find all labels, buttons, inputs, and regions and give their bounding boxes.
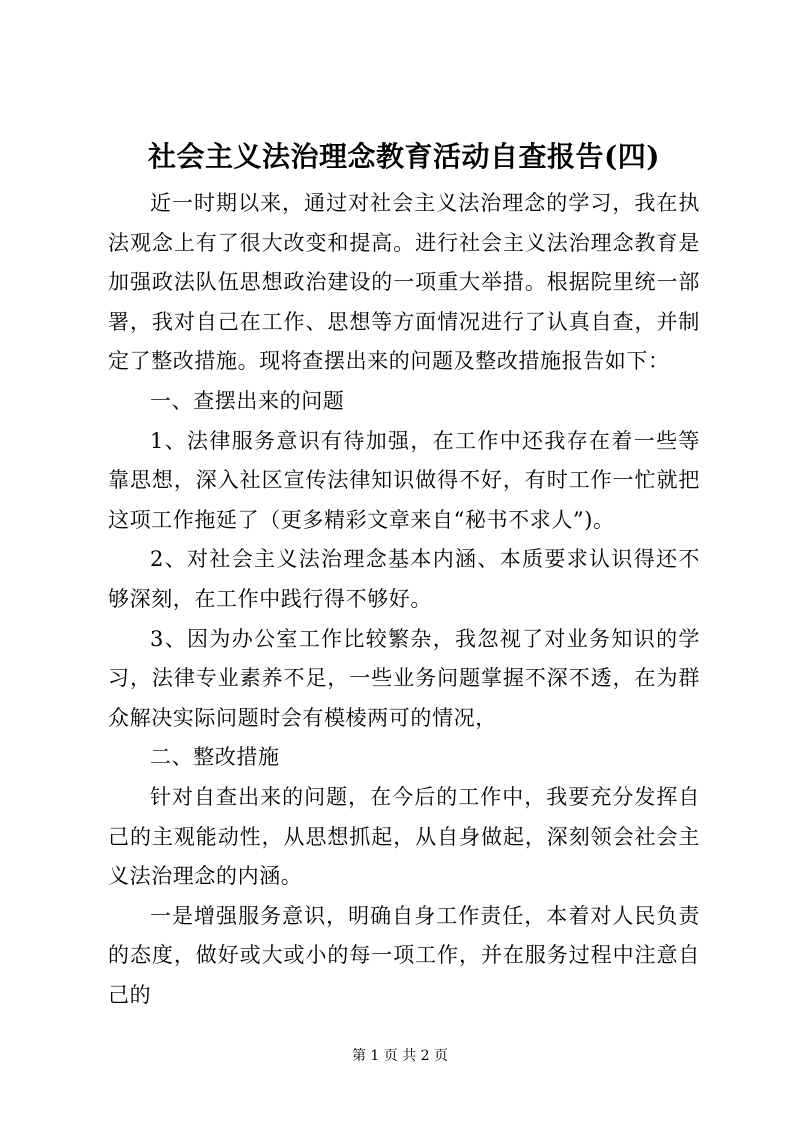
paragraph-measures-intro: 针对自查出来的问题，在今后的工作中，我要充分发挥自己的主观能动性，从思想抓起，从自身做起，深刻领会社会主义法治理念的内涵。	[108, 784, 700, 889]
paragraph-problem-1: 1、法律服务意识有待加强，在工作中还我存在着一些等靠思想，深入社区宣传法律知识做得不好，有时工作一忙就把这项工作拖延了（更多精彩文章来自“秘书不求人”)。	[108, 428, 700, 532]
section-heading-measures: 二、整改措施	[150, 745, 280, 770]
document-body	[108, 184, 700, 1015]
page-footer: 第 1 页 共 2 页	[351, 1048, 449, 1064]
paragraph-problem-2: 2、对社会主义法治理念基本内涵、本质要求认识得还不够深刻，在工作中践行得不够好。	[108, 547, 700, 611]
paragraph-problem-3: 3、因为办公室工作比较繁杂，我忽视了对业务知识的学习，法律专业素养不足，一些业务问题掌握不深不透，在为群众解决实际问题时会有模棱两可的情况，	[108, 626, 700, 730]
section-heading-problems: 一、查摆出来的问题	[150, 388, 345, 413]
paragraph-measure-1: 一是增强服务意识，明确自身工作责任，本着对人民负责的态度，做好或大或小的每一项工作，并在服务过程中注意自己的	[108, 903, 700, 1007]
document-title: 社会主义法治理念教育活动自查报告(四)	[148, 140, 660, 173]
paragraph-intro: 近一时期以来，通过对社会主义法治理念的学习，我在执法观念上有了很大改变和提高。进行社会主义法治理念教育是加强政法队伍思想政治建设的一项重大举措。根据院里统一部署，我对自己在工作、思想等方面情况进行了认真自查，并制定了整改措施。现将查摆出来的问题及整改措施报告如下：	[108, 191, 700, 374]
